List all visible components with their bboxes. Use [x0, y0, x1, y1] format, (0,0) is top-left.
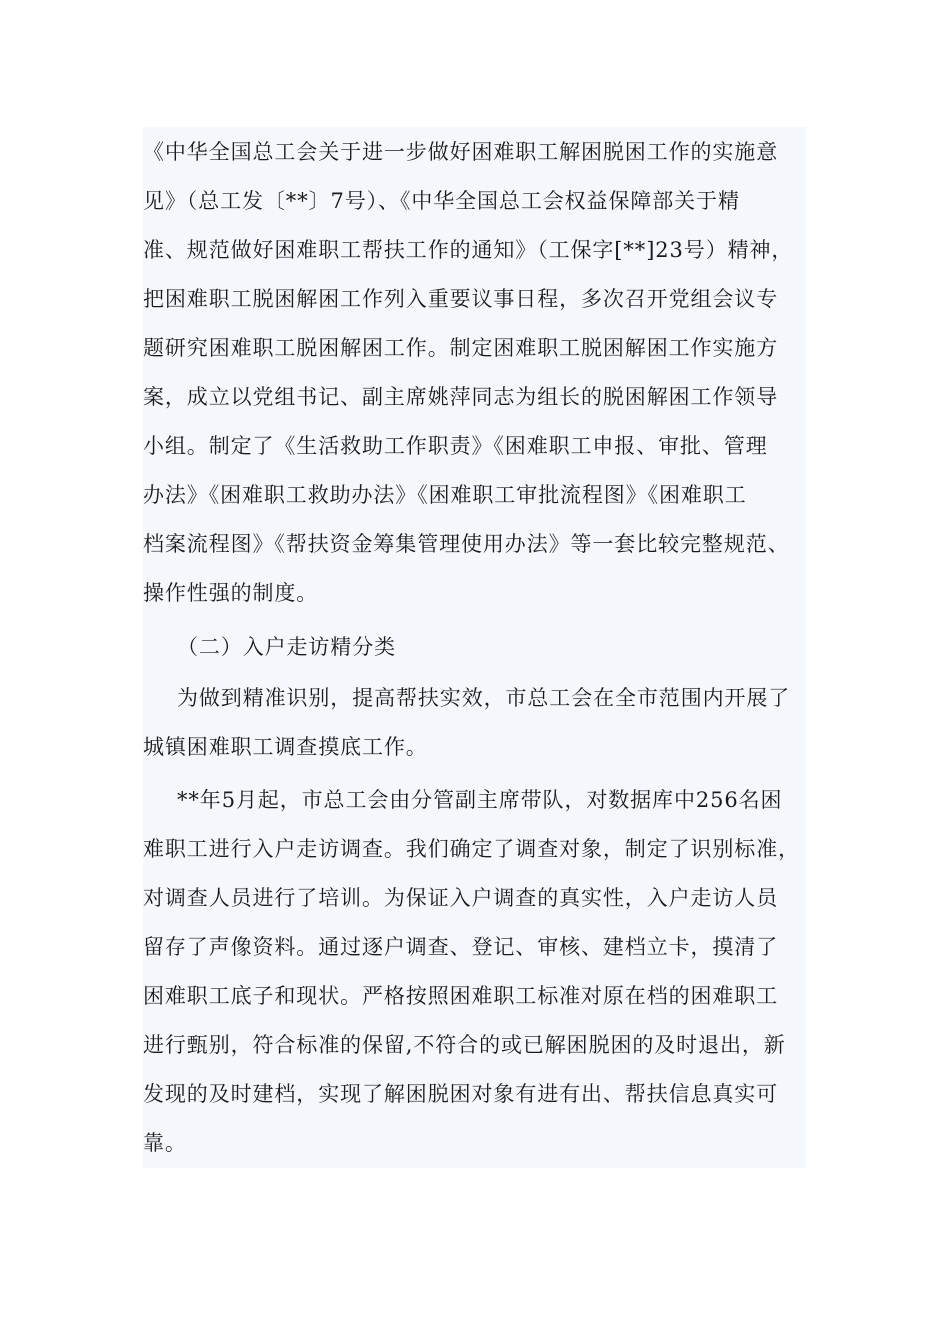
text-line: 见》（总工发〔**〕7号）、《中华全国总工会权益保障部关于精: [143, 189, 740, 213]
text-line: 《中华全国总工会关于进一步做好困难职工解困脱困工作的实施意: [143, 140, 779, 164]
text-line: 办法》《困难职工救助办法》《困难职工审批流程图》《困难职工: [143, 483, 747, 507]
text-line: 城镇困难职工调查摸底工作。: [143, 735, 428, 759]
text-line: 案，成立以党组书记、副主席姚萍同志为组长的脱困解困工作领导: [143, 385, 779, 409]
text-line: 对调查人员进行了培训。为保证入户调查的真实性，入户走访人员: [143, 886, 779, 910]
section-heading: （二）入户走访精分类: [177, 635, 396, 659]
text-line: 档案流程图》《帮扶资金筹集管理使用办法》等一套比较完整规范、: [143, 532, 790, 556]
text-line: 发现的及时建档，实现了解困脱困对象有进有出、帮扶信息真实可: [143, 1082, 779, 1106]
text-line: 进行甄别，符合标准的保留,不符合的或已解困脱困的及时退出，新: [143, 1033, 786, 1057]
text-line: 难职工进行入户走访调查。我们确定了调查对象，制定了识别标准，: [143, 837, 800, 861]
text-line: 小组。制定了《生活救助工作职责》《困难职工申报、审批、管理: [143, 434, 768, 458]
text-line: 留存了声像资料。通过逐户调查、登记、审核、建档立卡，摸清了: [143, 935, 779, 959]
text-line: **年5月起，市总工会由分管副主席带队，对数据库中256名困: [177, 788, 783, 812]
body-text-block: [143, 127, 806, 1168]
text-line: 操作性强的制度。: [143, 581, 319, 605]
text-line: 靠。: [143, 1131, 187, 1155]
text-line: 困难职工底子和现状。严格按照困难职工标准对原在档的困难职工: [143, 984, 779, 1008]
text-line: 为做到精准识别，提高帮扶实效，市总工会在全市范围内开展了: [177, 686, 791, 710]
text-line: 题研究困难职工脱困解困工作。制定困难职工脱困解困工作实施方: [143, 336, 779, 360]
text-line: 准、规范做好困难职工帮扶工作的通知》（工保字[**]23号）精神，: [143, 238, 794, 262]
text-line: 把困难职工脱困解困工作列入重要议事日程，多次召开党组会议专: [143, 287, 779, 311]
